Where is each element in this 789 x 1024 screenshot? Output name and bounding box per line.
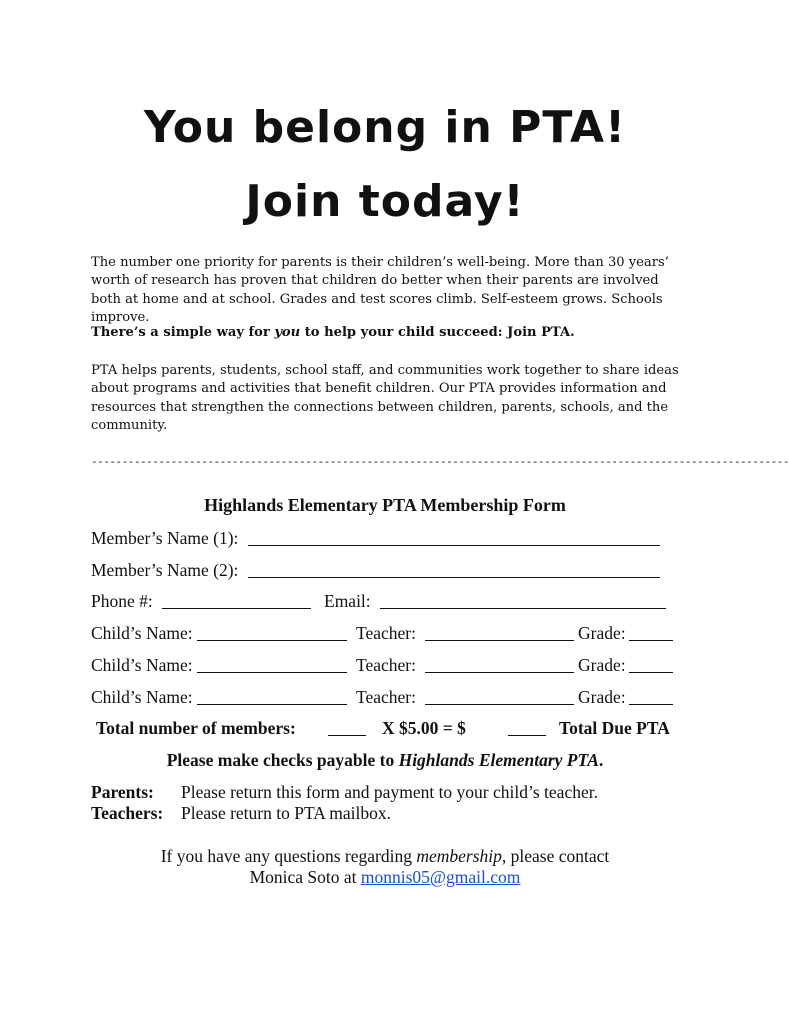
teacher-2-label: Teacher: (356, 655, 416, 675)
payable-text: Please make checks payable to (166, 750, 399, 770)
grade-2-label: Grade: (578, 655, 626, 675)
headline-line-1: You belong in PTA! (143, 102, 627, 153)
grade-3-field[interactable] (629, 704, 673, 705)
grade-2-field[interactable] (629, 672, 673, 673)
grade-1-field[interactable] (629, 640, 673, 641)
child-2-name-field[interactable] (197, 672, 347, 673)
contact-text: If you have any questions regarding (160, 846, 417, 866)
teacher-1-field[interactable] (425, 640, 574, 641)
teacher-3-label: Teacher: (356, 687, 416, 707)
teachers-text: Please return to PTA mailbox. (181, 803, 392, 823)
cut-line-divider: ------------------------------------------------------------------------------------------------------------------ (91, 455, 789, 468)
teacher-3-field[interactable] (425, 704, 574, 705)
total-due-label: Total Due PTA (559, 718, 670, 738)
parents-label: Parents: (91, 782, 154, 802)
parents-text: Please return this form and payment to your child’s teacher. (181, 782, 598, 802)
phone-label: Phone #: (91, 591, 153, 611)
phone-field[interactable] (162, 608, 311, 609)
child-3-label: Child’s Name: (91, 687, 193, 707)
teachers-line (91, 803, 598, 824)
member-1-label: Member’s Name (1): (91, 528, 239, 548)
total-members-label: Total number of members: (96, 718, 296, 738)
intro-p2-emphasis: you (274, 325, 301, 340)
headline-line-2: Join today! (245, 176, 525, 227)
parents-line (91, 782, 598, 803)
contact-name: Monica Soto at (249, 867, 361, 887)
contact-emphasis: membership (416, 846, 502, 866)
intro-paragraph-2 (91, 324, 681, 342)
contact-email-link[interactable]: monnis05@gmail.com (360, 867, 521, 887)
grade-1-label: Grade: (578, 623, 626, 643)
contact-text-end: , please contact (501, 846, 610, 866)
price-multiplier: X $5.00 = $ (382, 718, 466, 738)
member-2-label: Member’s Name (2): (91, 560, 239, 580)
contact-line-1 (0, 846, 770, 867)
child-3-name-field[interactable] (197, 704, 347, 705)
email-field[interactable] (380, 608, 666, 609)
email-label: Email: (324, 591, 371, 611)
payable-name: Highlands Elementary PTA (398, 750, 599, 770)
child-2-label: Child’s Name: (91, 655, 193, 675)
child-1-name-field[interactable] (197, 640, 347, 641)
form-title: Highlands Elementary PTA Membership Form (204, 495, 566, 515)
total-members-field[interactable] (328, 735, 366, 736)
child-1-label: Child’s Name: (91, 623, 193, 643)
intro-p2-end: to help your child succeed: Join PTA. (300, 325, 575, 340)
member-2-name-field[interactable] (248, 577, 660, 578)
teacher-2-field[interactable] (425, 672, 574, 673)
grade-3-label: Grade: (578, 687, 626, 707)
total-amount-field[interactable] (508, 735, 546, 736)
teachers-label: Teachers: (91, 803, 164, 823)
contact-info (0, 846, 770, 888)
payable-instruction (0, 750, 770, 771)
return-instructions (91, 782, 598, 824)
intro-paragraph-3: PTA helps parents, students, school staff, and communities work together to share ideas about programs and activities that benefit children. Our PTA provides information and resources that strengthen the connections between children, parents, schools, and the community. (91, 363, 679, 434)
teacher-1-label: Teacher: (356, 623, 416, 643)
contact-line-2 (0, 867, 770, 888)
member-1-name-field[interactable] (248, 545, 660, 546)
intro-p2-start: There’s a simple way for (91, 325, 275, 340)
intro-paragraph-1: The number one priority for parents is their children’s well-being. More than 30 years’ worth of research has proven that children do better when their parents are involved both at home and at school. Grades and test scores climb. Self-esteem grows. Schools improve. (91, 255, 669, 326)
payable-period: . (598, 750, 604, 770)
